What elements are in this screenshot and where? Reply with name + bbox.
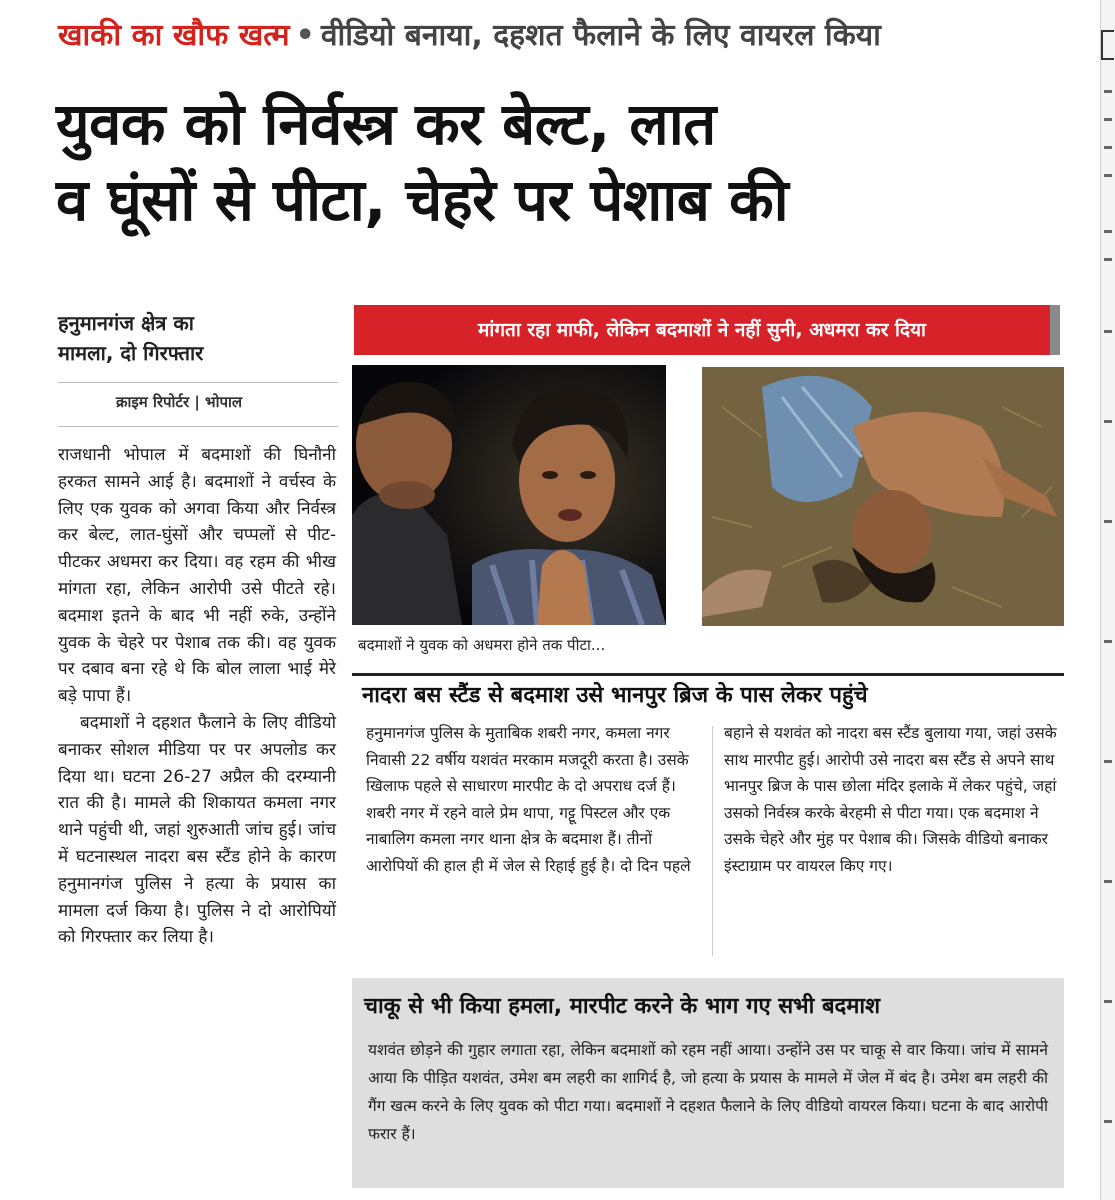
section-column-right: बहाने से यशवंत को नादरा बस स्टैंड बुलाया गया, जहां उसके साथ मारपीट हुई। आरोपी उसे नादरा बस स्टैंड से अपने साथ भानपुर ब्रिज के पास छोला मंदिर इलाके में लेकर पहुंचे, जहां उसको निर्वस्त्र करके बेरहमी से पीटा गया। एक बदमाश ने उसके चेहरे और मुंह पर पेशाब की। जिसके वीडियो बनाकर इंस्टाग्राम पर वायरल किए गए। xyxy=(724,724,1057,875)
section-column-left: हनुमानगंज पुलिस के मुताबिक शबरी नगर, कमला नगर निवासी 22 वर्षीय यशवंत मरकाम मजदूरी करता है। उसके खिलाफ पहले से साधारण मारपीट के दो अपराध दर्ज हैं। शबरी नगर में रहने वाले प्रेम थापा, गट्टू पिस्टल और एक नाबालिग कमला नगर थाना क्षेत्र के बदमाश हैं। तीनों आरोपियों की हाल ही में जेल से रिहाई हुई है। दो दिन पहले xyxy=(366,724,691,875)
adjacent-text-fragment xyxy=(1104,118,1112,121)
headline-line-1: युवक को निर्वस्त्र कर बेल्ट, लात xyxy=(56,90,716,158)
byline-separator: | xyxy=(194,393,200,411)
adjacent-text-fragment xyxy=(1104,90,1112,93)
photo-two-men xyxy=(352,365,666,625)
subheading-line-2: मामला, दो गिरफ्तार xyxy=(58,341,204,365)
adjacent-text-fragment xyxy=(1104,258,1112,261)
adjacent-text-fragment xyxy=(1104,1000,1112,1003)
byline-reporter: क्राइम रिपोर्टर xyxy=(116,393,190,411)
adjacent-text-fragment xyxy=(1104,146,1112,149)
subheading-line-1: हनुमानगंज क्षेत्र का xyxy=(58,311,194,335)
adjacent-text-fragment xyxy=(1104,1120,1112,1123)
kicker-highlight: खाकी का खौफ खत्म xyxy=(58,18,290,53)
column-divider xyxy=(712,726,713,956)
section-heading-bus-stand xyxy=(352,673,1064,717)
kicker-separator: • xyxy=(295,18,315,53)
page-title xyxy=(56,86,1066,238)
headline-line-2: व घूंसों से पीटा, चेहरे पर पेशाब की xyxy=(56,166,789,234)
adjacent-text-fragment xyxy=(1104,230,1112,233)
section-heading-text: चाकू से भी किया हमला, मारपीट करने के भाग गए सभी बदमाश xyxy=(364,994,881,1019)
article-paragraph: राजधानी भोपाल में बदमाशों की घिनौनी हरकत सामने आई है। बदमाशों ने वर्चस्व के लिए एक युवक को अगवा किया और निर्वस्त्र कर बेल्ट, लात-घुंसों और चप्पलों से पीट-पीटकर अधमरा कर दिया। वह रहम की भीख मांगता रहा, लेकिन आरोपी उसे पीटते रहे। बदमाश इतने के बाद भी नहीं रुके, उन्होंने युवक के चेहरे पर पेशाब तक की। वह युवक पर दबाव बना रहे थे कि बोल लाला भाई मेरे बड़े पापा हैं। xyxy=(58,445,336,707)
adjacent-text-fragment xyxy=(1104,420,1112,423)
photo-two-men-illustration xyxy=(352,365,666,625)
divider xyxy=(58,382,338,383)
adjacent-text-fragment xyxy=(1104,760,1112,763)
adjacent-text-fragment xyxy=(1104,520,1112,523)
byline xyxy=(116,392,242,412)
kicker-line xyxy=(58,16,881,56)
red-banner: मांगता रहा माफी, लेकिन बदमाशों ने नहीं सुनी, अधमरा कर दिया xyxy=(354,305,1060,355)
adjacent-column-box xyxy=(1101,30,1114,60)
adjacent-text-fragment xyxy=(1104,174,1112,177)
divider xyxy=(58,426,338,427)
adjacent-text-fragment xyxy=(1104,880,1112,883)
photo-caption: बदमाशों ने युवक को अधमरा होने तक पीटा... xyxy=(358,636,606,654)
byline-city: भोपाल xyxy=(205,393,243,411)
adjacent-column-edge xyxy=(1100,0,1115,1200)
article-body-left xyxy=(58,442,336,951)
photo-victim-illustration xyxy=(702,367,1064,626)
article-paragraph: बदमाशों ने दहशत फैलाने के लिए वीडियो बनाकर सोशल मीडिया पर पर अपलोड कर दिया था। घटना 26-27 अप्रैल की दरम्यानी रात की है। मामले की शिकायत कमला नगर थाने पहुंची थी, जहां शुरुआती जांच हुई। जांच में घटनास्थल नादरा बस स्टैंड होने के कारण हनुमानगंज पुलिस ने हत्या के प्रयास का मामला दर्ज किया है। पुलिस ने दो आरोपियों को गिरफ्तार कर लिया है। xyxy=(58,712,336,948)
adjacent-text-fragment xyxy=(1104,640,1112,643)
section-body-knife-attack: यशवंत छोड़ने की गुहार लगाता रहा, लेकिन बदमाशों को रहम नहीं आया। उन्होंने उस पर चाकू से वार किया। जांच में सामने आया कि पीड़ित यशवंत, उमेश बम लहरी का शागिर्द है, जो हत्या के प्रयास के मामले में जेल में बंद है। उमेश बम लहरी की गैंग खत्म करने के लिए युवक को पीटा गया। बदमाशों ने दहशत फैलाने के लिए वीडियो वायरल किया। घटना के बाद आरोपी फरार हैं। xyxy=(368,1041,1048,1143)
kicker-text: वीडियो बनाया, दहशत फैलाने के लिए वायरल किया xyxy=(320,18,881,53)
subheading xyxy=(58,308,308,368)
section-heading-text: नादरा बस स्टैंड से बदमाश उसे भानपुर ब्रिज के पास लेकर पहुंचे xyxy=(362,683,868,708)
photo-victim-on-ground xyxy=(702,367,1064,626)
section-heading-knife-attack xyxy=(352,978,1064,1036)
adjacent-text-fragment xyxy=(1104,330,1112,333)
